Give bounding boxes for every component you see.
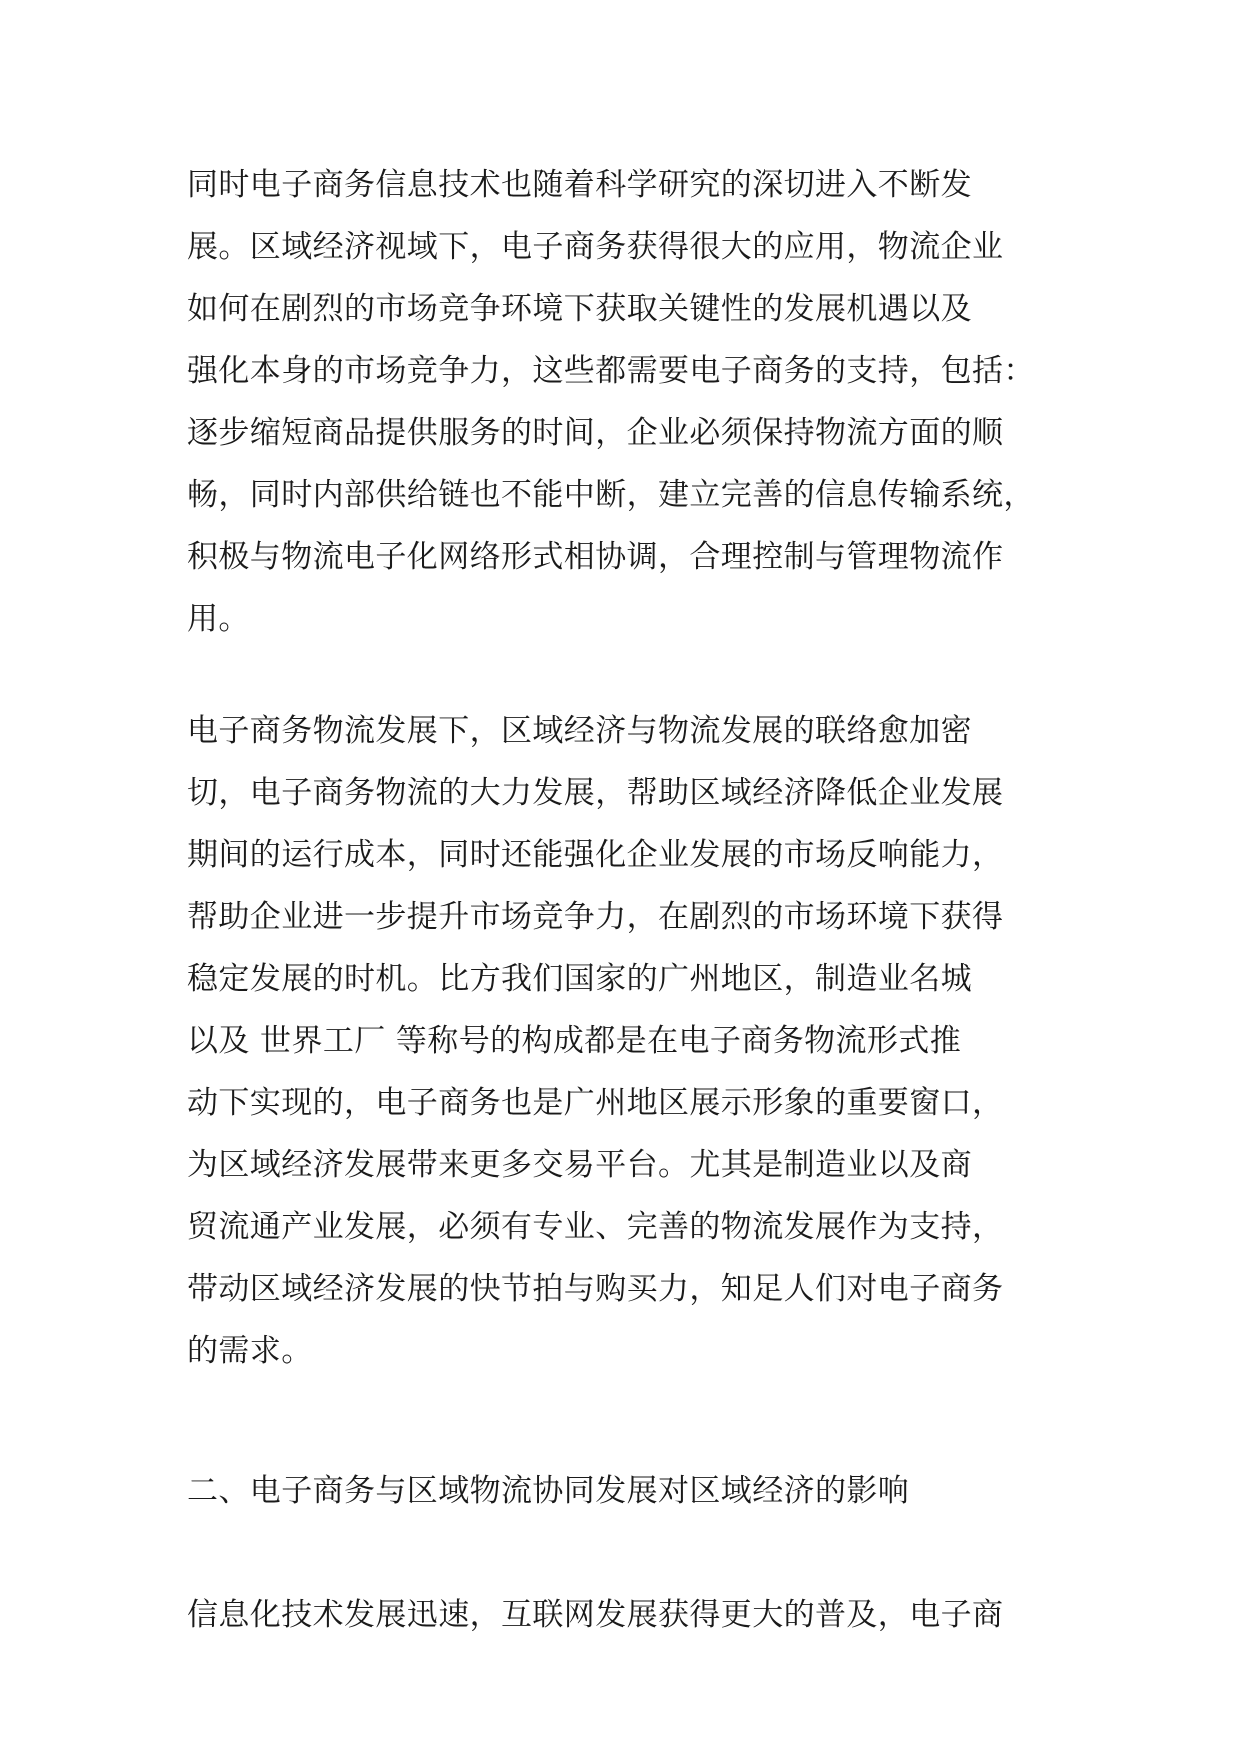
paragraph-line: 动下实现的，电子商务也是广州地区展示形象的重要窗口，: [187, 1085, 1004, 1121]
section-heading: [187, 1460, 1067, 1522]
paragraph-line: 逐步缩短商品提供服务的时间，企业必须保持物流方面的顺: [187, 415, 1004, 451]
paragraph-line: 稳定发展的时机。比方我们国家的广州地区，制造业名城: [187, 961, 972, 997]
paragraph-line: 同时电子商务信息技术也随着科学研究的深切进入不断发: [187, 167, 972, 203]
paragraph-line: 信息化技术发展迅速，互联网发展获得更大的普及，电子商: [187, 1597, 1004, 1633]
paragraph-line: 切，电子商务物流的大力发展，帮助区域经济降低企业发展: [187, 775, 1004, 811]
paragraph-line: 展。区域经济视域下，电子商务获得很大的应用，物流企业: [187, 229, 1004, 265]
paragraph-line: 为区域经济发展带来更多交易平台。尤其是制造业以及商: [187, 1147, 972, 1183]
paragraph-line: 强化本身的市场竞争力，这些都需要电子商务的支持，包括：: [187, 353, 1035, 389]
paragraph-line: 积极与物流电子化网络形式相协调，合理控制与管理物流作: [187, 539, 1004, 575]
paragraph-line: 用。: [187, 601, 250, 637]
paragraph-line: 以及 世界工厂 等称号的构成都是在电子商务物流形式推: [187, 1023, 962, 1059]
paragraph-line: 期间的运行成本，同时还能强化企业发展的市场反响能力，: [187, 837, 1004, 873]
paragraph-3: [187, 1584, 1067, 1646]
paragraph-line: 电子商务物流发展下，区域经济与物流发展的联络愈加密: [187, 713, 972, 749]
paragraph-line: 的需求。: [187, 1333, 313, 1369]
paragraph-line: 如何在剧烈的市场竞争环境下获取关键性的发展机遇以及: [187, 291, 972, 327]
paragraph-line: 畅，同时内部供给链也不能中断，建立完善的信息传输系统，: [187, 477, 1035, 513]
section-heading-text: 二、电子商务与区域物流协同发展对区域经济的影响: [187, 1473, 910, 1509]
paragraph-line: 帮助企业进一步提升市场竞争力，在剧烈的市场环境下获得: [187, 899, 1004, 935]
paragraph-1: [187, 154, 1067, 650]
paragraph-2: [187, 700, 1067, 1382]
paragraph-line: 贸流通产业发展，必须有专业、完善的物流发展作为支持，: [187, 1209, 1004, 1245]
paragraph-line: 带动区域经济发展的快节拍与购买力，知足人们对电子商务: [187, 1271, 1004, 1307]
